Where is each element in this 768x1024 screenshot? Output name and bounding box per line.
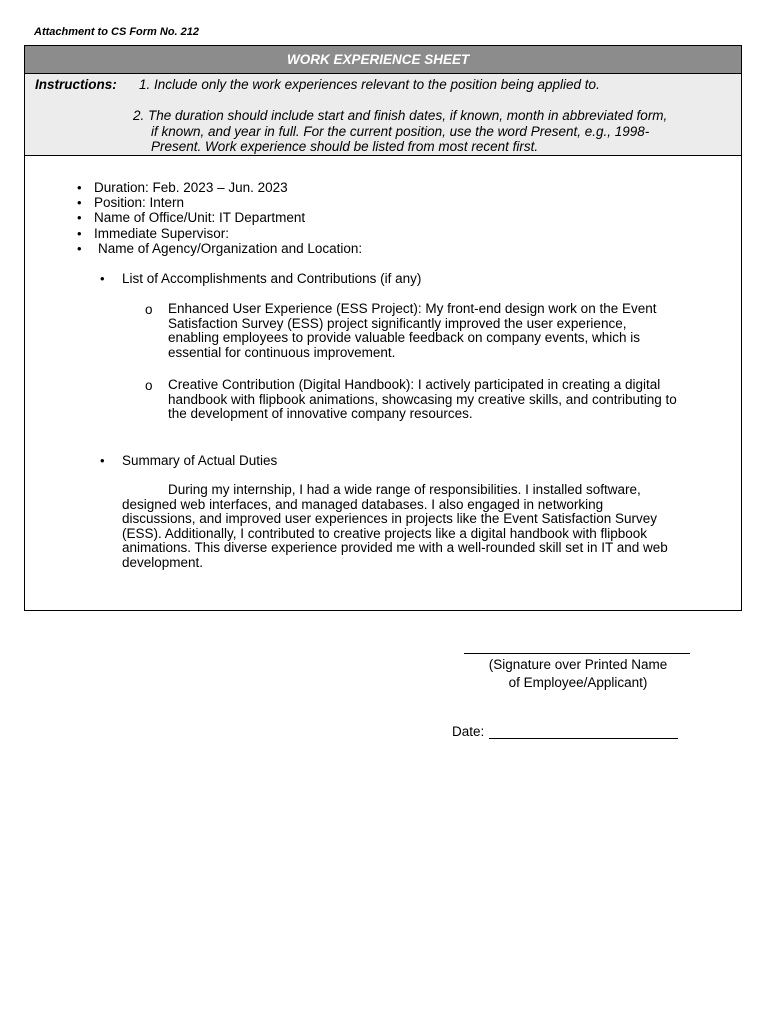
bullet-icon: • [77, 180, 82, 195]
accomplishments-heading: List of Accomplishments and Contributions (if any) [122, 271, 422, 286]
duties-summary [122, 483, 668, 571]
duties-line: During my internship, I had a wide range of responsibilities. I installed software, [168, 482, 641, 497]
signature-caption-line-1: (Signature over Printed Name [488, 657, 668, 672]
agency-field: Name of Agency/Organization and Location: [98, 241, 363, 256]
duties-line: designed web interfaces, and managed databases. I also engaged in networking [122, 496, 604, 512]
signature-caption [478, 656, 678, 692]
signature-caption-line-2: of Employee/Applicant) [508, 675, 648, 690]
position-field: Position: Intern [94, 195, 185, 210]
bullet-icon: • [77, 241, 82, 256]
instruction-1 [139, 77, 600, 92]
bullet-icon: • [100, 271, 105, 286]
sheet-title: WORK EXPERIENCE SHEET [25, 46, 741, 74]
circle-bullet-icon: o [145, 378, 153, 393]
bullet-icon: • [77, 226, 82, 241]
accomplishment-item [168, 378, 677, 422]
accomplishment-line: essential for continuous improvement. [168, 344, 396, 360]
duties-line: (ESS). Additionally, I contributed to creative projects like a digital handbook with flipbook [122, 525, 648, 541]
instruction-2-line-3: Present. Work experience should be listed from most recent first. [151, 139, 539, 154]
instruction-1-number: 1. [139, 77, 151, 92]
duration-field: Duration: Feb. 2023 – Jun. 2023 [94, 180, 288, 195]
instruction-1-text: Include only the work experiences relevant to the position being applied to. [154, 77, 600, 92]
instruction-2-line-1: 2. The duration should include start and finish dates, if known, month in abbreviated form, [133, 108, 668, 123]
accomplishment-line: enabling employees to provide valuable feedback on company events, which is [168, 330, 641, 346]
attachment-label: Attachment to CS Form No. 212 [34, 26, 200, 38]
bullet-icon: • [100, 453, 105, 468]
accomplishment-item [168, 302, 657, 360]
instruction-2-line-2: if known, and year in full. For the current position, use the word Present, e.g., 1998- [151, 123, 650, 139]
accomplishment-line: Creative Contribution (Digital Handbook): I actively participated in creating a digital [168, 377, 661, 392]
supervisor-field: Immediate Supervisor: [94, 226, 230, 241]
date-label: Date: [452, 724, 485, 739]
office-field: Name of Office/Unit: IT Department [94, 210, 306, 225]
instruction-2 [133, 108, 737, 155]
accomplishment-line: Enhanced User Experience (ESS Project): My front-end design work on the Event [168, 301, 657, 316]
circle-bullet-icon: o [145, 302, 153, 317]
date-field[interactable] [489, 738, 678, 739]
instructions-section [25, 74, 741, 156]
duties-line: development. [122, 554, 204, 570]
signature-line[interactable] [464, 653, 690, 654]
bullet-icon: • [77, 195, 82, 210]
duties-heading: Summary of Actual Duties [122, 453, 278, 468]
accomplishment-line: the development of innovative company resources. [168, 406, 473, 422]
instructions-label: Instructions: [35, 77, 117, 92]
work-experience-sheet [24, 45, 742, 611]
duties-line: discussions, and improved user experiences in projects like the Event Satisfaction Survey [122, 511, 658, 527]
accomplishment-line: Satisfaction Survey (ESS) project significantly improved the user experience, [168, 315, 627, 331]
duties-line: animations. This diverse experience provided me with a well-rounded skill set in IT and web [122, 540, 668, 556]
bullet-icon: • [77, 210, 82, 225]
accomplishment-line: handbook with flipbook animations, showcasing my creative skills, and contributing to [168, 391, 677, 407]
